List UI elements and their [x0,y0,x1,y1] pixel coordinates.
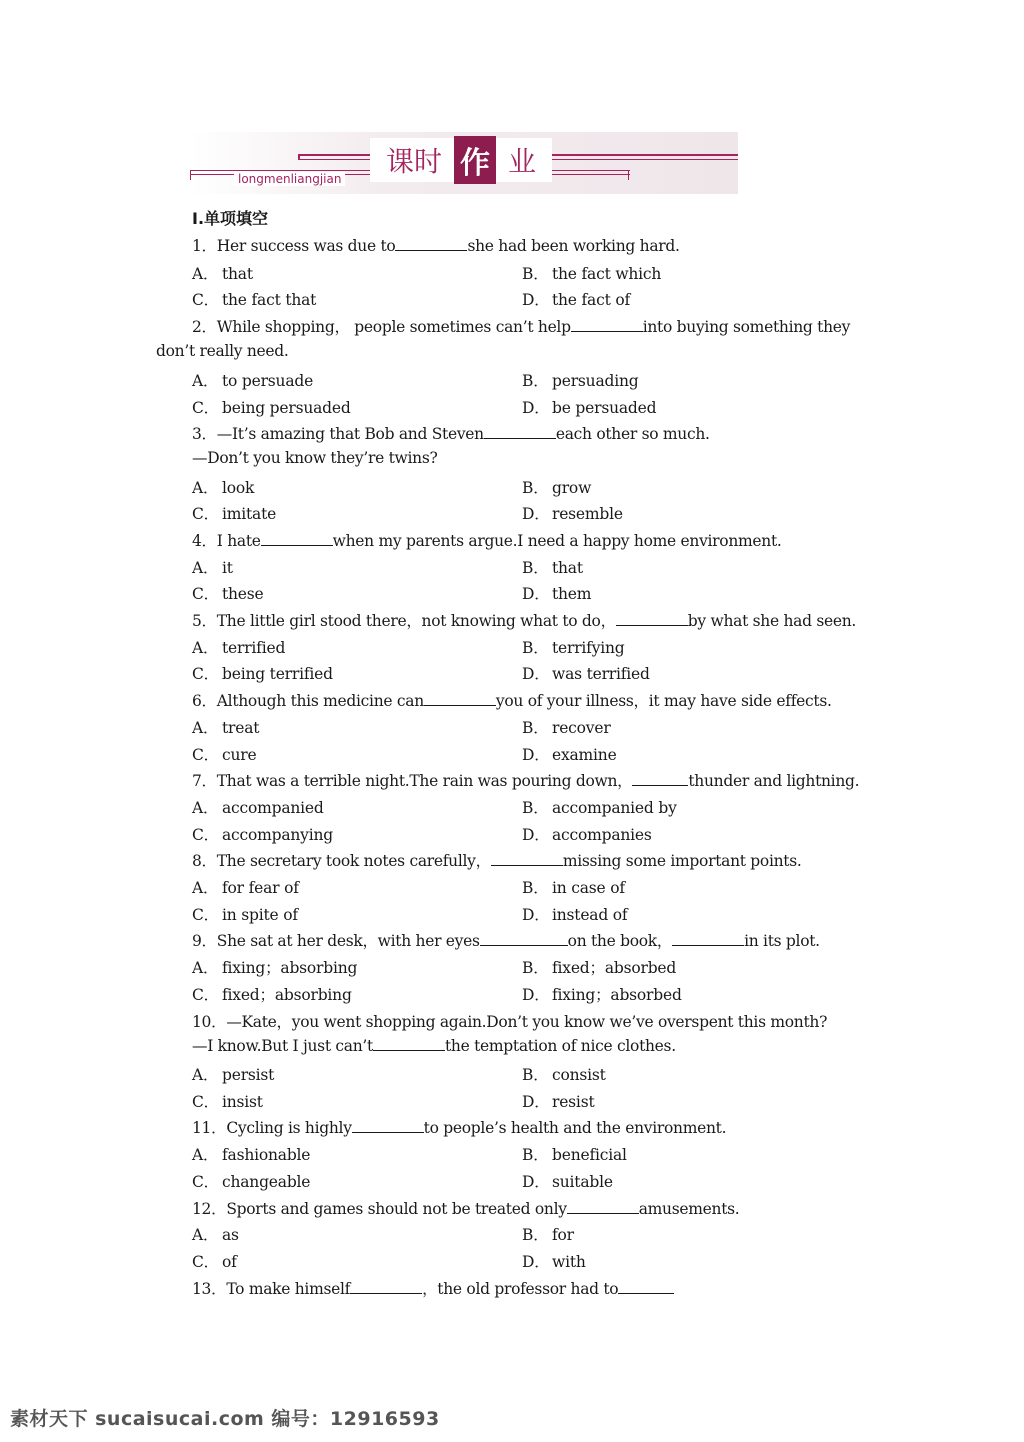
option-c [192,582,264,604]
question-text: in its plot. [744,932,820,950]
option-label: A． [192,1066,219,1084]
question-text: ，the old professor had to [422,1280,619,1298]
option-c [192,983,352,1005]
option-label: D． [522,746,550,764]
option-label: A． [192,879,219,897]
option-text: resist [552,1093,595,1111]
option-b [522,262,661,284]
section-heading: Ⅰ.单项填空 [192,209,269,228]
option-label: B． [522,1066,549,1084]
option-d [522,1250,586,1272]
option-text: in spite of [222,906,298,924]
question-text: 11．Cycling is highly [192,1119,352,1137]
option-c [192,502,276,524]
question-text: 9．She sat at her desk，with her eyes [192,932,480,950]
option-d [522,823,652,845]
question-6 [192,689,832,711]
option-b [522,876,625,898]
option-text: cure [222,746,257,764]
question-text: 5．The little girl stood there，not knowing what to do， [192,612,616,630]
option-a [192,476,254,498]
option-c [192,1170,310,1192]
question-text: 3．—It’s amazing that Bob and Steven [192,425,484,443]
title-text: 课时 [386,145,443,178]
option-label: D． [522,1093,550,1111]
option-b [522,1223,574,1245]
option-d [522,1170,613,1192]
option-c [192,1090,263,1112]
answer-blank [571,317,643,332]
option-text: look [222,479,255,497]
option-text: it [222,559,233,577]
option-label: B． [522,719,549,737]
option-label: C． [192,1253,219,1271]
option-label: C． [192,399,219,417]
answer-blank [672,931,744,946]
option-text: accompanied [222,799,324,817]
answer-blank [484,424,556,439]
option-label: A． [192,1226,219,1244]
option-text: the fact of [552,291,630,309]
answer-blank [352,1118,424,1133]
title-highlight: 作 [454,136,496,184]
option-a [192,1063,274,1085]
option-b [522,716,611,738]
question-text: you of your illness，it may have side effects. [495,692,832,710]
option-d [522,396,656,418]
answer-blank [261,531,333,546]
option-label: D． [522,986,550,1004]
answer-blank [480,931,568,946]
answer-blank [567,1199,639,1214]
option-c [192,1250,237,1272]
option-text: terrifying [552,639,625,657]
answer-blank [373,1036,445,1051]
option-b [522,636,625,658]
option-text: being terrified [222,665,333,683]
question-text: 6．Although this medicine can [192,692,424,710]
option-a [192,1143,310,1165]
option-text: of [222,1253,237,1271]
option-a [192,369,313,391]
option-label: D． [522,906,550,924]
option-label: B． [522,479,549,497]
option-a [192,636,285,658]
option-label: A． [192,1146,219,1164]
banner-rule [190,170,191,180]
question-7 [192,769,859,791]
option-text: suitable [552,1173,613,1191]
question-text: each other so much. [555,425,710,443]
option-d [522,1090,594,1112]
option-label: C． [192,906,219,924]
question-text: on the book， [567,932,673,950]
question-text: she had been working hard. [467,237,680,255]
option-b [522,1143,627,1165]
option-text: fixing；absorbing [222,959,358,977]
option-d [522,903,627,925]
question-2 [192,315,850,337]
option-label: D． [522,1253,550,1271]
option-label: C． [192,1173,219,1191]
option-label: B． [522,1226,549,1244]
option-c [192,743,256,765]
question-3 [192,422,710,444]
option-label: D． [522,665,550,683]
option-label: C． [192,665,219,683]
option-text: these [222,585,264,603]
option-text: accompanied by [552,799,677,817]
question-4 [192,529,782,551]
question-text: 12．Sports and games should not be treated only [192,1200,567,1218]
option-c [192,662,333,684]
option-label: B． [522,879,549,897]
option-text: examine [552,746,617,764]
option-text: that [552,559,583,577]
option-text: imitate [222,505,277,523]
option-text: the fact that [222,291,317,309]
option-text: persist [222,1066,275,1084]
option-label: D． [522,1173,550,1191]
option-b [522,1063,606,1085]
option-label: B． [522,265,549,283]
option-label: C． [192,505,219,523]
option-text: being persuaded [222,399,351,417]
question-text: thunder and lightning. [688,772,860,790]
option-text: consist [552,1066,606,1084]
option-d [522,288,630,310]
answer-blank [395,236,467,251]
option-text: accompanies [552,826,652,844]
option-b [522,556,583,578]
option-label: B． [522,639,549,657]
option-label: D． [522,826,550,844]
option-text: that [222,265,253,283]
option-c [192,823,333,845]
option-text: fashionable [222,1146,311,1164]
option-label: A． [192,639,219,657]
option-text: be persuaded [552,399,657,417]
question-8 [192,849,802,871]
option-label: B． [522,559,549,577]
option-b [522,476,591,498]
option-label: B． [522,799,549,817]
answer-blank [632,771,688,786]
option-a [192,262,253,284]
option-text: recover [552,719,611,737]
question-12 [192,1197,739,1219]
page-title [370,138,552,182]
option-d [522,662,650,684]
option-c [192,288,316,310]
option-text: fixing；absorbed [552,986,682,1004]
banner-rule [298,154,300,160]
option-d [522,582,591,604]
option-label: D． [522,291,550,309]
option-text: changeable [222,1173,311,1191]
answer-blank [616,611,688,626]
question-text: 13．To make himself [192,1280,351,1298]
option-label: A． [192,479,219,497]
option-label: C． [192,746,219,764]
option-label: A． [192,559,219,577]
option-label: C． [192,585,219,603]
option-d [522,743,617,765]
option-c [192,903,298,925]
title-text: 业 [508,145,537,178]
option-label: B． [522,1146,549,1164]
question-10-continued [192,1036,676,1055]
option-d [522,983,682,1005]
option-text: treat [222,719,260,737]
option-b [522,369,638,391]
option-text: them [552,585,592,603]
option-text: terrified [222,639,286,657]
option-text: as [222,1226,239,1244]
question-text: 7．That was a terrible night.The rain was pouring down， [192,772,633,790]
option-text: with [552,1253,586,1271]
option-text: instead of [552,906,628,924]
question-11 [192,1116,726,1138]
option-label: A． [192,719,219,737]
question-5 [192,609,856,631]
question-text: amusements. [638,1200,740,1218]
option-text: the fact which [552,265,662,283]
option-text: beneficial [552,1146,627,1164]
option-a [192,796,324,818]
question-text: to people’s health and the environment. [423,1119,727,1137]
option-label: D． [522,585,550,603]
question-text: into buying something they [642,318,851,336]
option-a [192,956,357,978]
option-label: A． [192,372,219,390]
option-label: C． [192,826,219,844]
option-a [192,556,233,578]
question-text: by what she had seen. [687,612,857,630]
option-label: C． [192,986,219,1004]
question-text: when my parents argue.I need a happy home environment. [332,532,782,550]
option-label: C． [192,291,219,309]
question-10: 10．—Kate，you went shopping again.Don’t you know we’ve overspent this month? [192,1013,828,1031]
option-text: insist [222,1093,263,1111]
option-text: for fear of [222,879,299,897]
header-banner [190,132,738,194]
question-text: —I know.But I just can’t [192,1037,373,1055]
option-c [192,396,351,418]
answer-blank [424,691,496,706]
banner-rule [628,170,629,180]
option-d [522,502,623,524]
option-text: to persuade [222,372,314,390]
option-text: grow [552,479,592,497]
option-a [192,716,259,738]
option-text: resemble [552,505,623,523]
option-label: B． [522,959,549,977]
question-1 [192,234,680,256]
banner-subtitle: longmenliangjian [234,172,345,186]
option-text: was terrified [552,665,650,683]
option-label: D． [522,505,550,523]
option-text: fixed；absorbed [552,959,677,977]
question-text: missing some important points. [562,852,802,870]
answer-blank [491,851,563,866]
question-3-continued: —Don’t you know they’re twins? [192,449,438,467]
question-text: 2．While shopping， people sometimes can’t help [192,318,571,336]
option-text: in case of [552,879,625,897]
question-9 [192,929,820,951]
option-text: fixed；absorbing [222,986,352,1004]
option-label: A． [192,799,219,817]
option-label: D． [522,399,550,417]
option-text: persuading [552,372,639,390]
answer-blank [618,1279,674,1294]
question-2-continued: don’t really need. [156,342,289,360]
option-text: accompanying [222,826,333,844]
question-13 [192,1277,674,1299]
watermark-footer: 素材天下 sucaisucai.com 编号：12916593 [10,1408,440,1430]
option-b [522,796,677,818]
question-text: 4．I hate [192,532,261,550]
option-label: A． [192,265,219,283]
option-text: for [552,1226,574,1244]
option-label: A． [192,959,219,977]
question-text: 1．Her success was due to [192,237,396,255]
option-b [522,956,676,978]
question-text: 8．The secretary took notes carefully， [192,852,491,870]
option-label: C． [192,1093,219,1111]
option-label: B． [522,372,549,390]
answer-blank [350,1279,422,1294]
option-a [192,1223,239,1245]
question-text: the temptation of nice clothes. [444,1037,676,1055]
option-a [192,876,299,898]
